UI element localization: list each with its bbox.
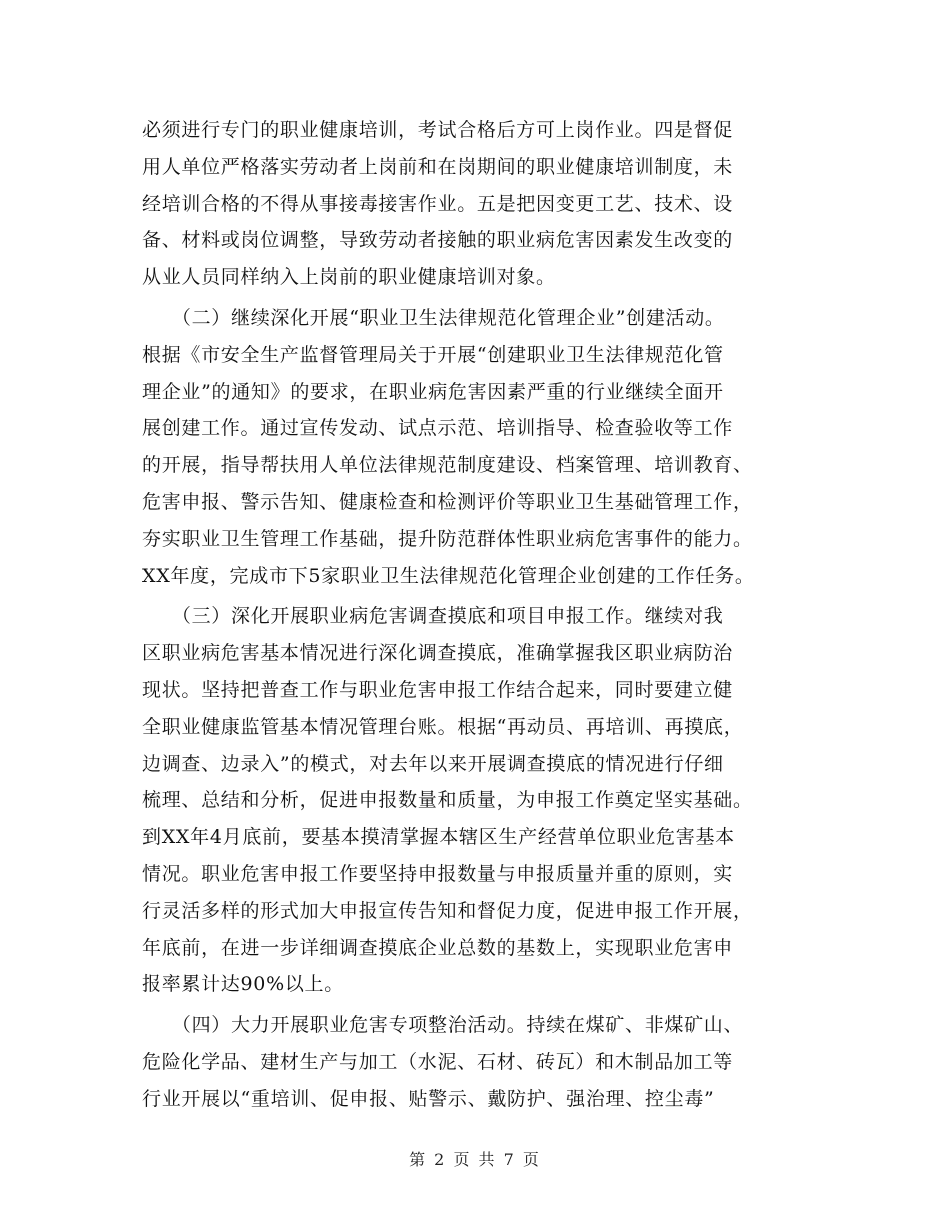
text-line: 边调查、边录入”的模式，对去年以来开展调查摸底的情况进行仔细: [142, 752, 724, 775]
text-line: 根据《市安全生产监督管理局关于开展“创建职业卫生法律规范化管: [142, 343, 724, 366]
text-line: 危险化学品、建材生产与加工（水泥、石材、砖瓦）和木制品加工等: [142, 1050, 734, 1073]
text-line: 全职业健康监管基本情况管理台账。根据“再动员、再培训、再摸底，: [142, 715, 744, 738]
text-line: 行灵活多样的形式加大申报宣传告知和督促力度，促进申报工作开展，: [142, 899, 753, 922]
text-line: 年底前，在进一步详细调查摸底企业总数的基数上，实现职业危害申: [142, 936, 734, 959]
text-line: （三）深化开展职业病危害调查摸底和项目申报工作。继续对我: [142, 605, 724, 628]
text-line: XX年度，完成市下5家职业卫生法律规范化管理企业创建的工作任务。: [142, 564, 755, 587]
text-line: 到XX年4月底前，要基本摸清掌握本辖区生产经营单位职业危害基本: [142, 826, 735, 849]
text-line: 危害申报、警示告知、健康检查和检测评价等职业卫生基础管理工作，: [142, 490, 753, 513]
text-line: 用人单位严格落实劳动者上岗前和在岗期间的职业健康培训制度，未: [142, 155, 734, 178]
text-line: 必须进行专门的职业健康培训，考试合格后方可上岗作业。四是督促: [142, 119, 734, 141]
text-line: （二）继续深化开展“职业卫生法律规范化管理企业”创建活动。: [142, 306, 725, 329]
text-line: 理企业”的通知》的要求，在职业病危害因素严重的行业继续全面开: [142, 380, 724, 403]
text-line: 报率累计达90%以上。: [142, 973, 344, 996]
page-footer: 第 2 页 共 7 页: [409, 1150, 541, 1169]
text-line: 备、材料或岗位调整，导致劳动者接触的职业病危害因素发生改变的: [142, 229, 734, 252]
text-line: 夯实职业卫生管理工作基础，提升防范群体性职业病危害事件的能力。: [142, 527, 753, 550]
text-line: 展创建工作。通过宣传发动、试点示范、培训指导、检查验收等工作: [142, 417, 734, 440]
text-line: 的开展，指导帮扶用人单位法律规范制度建设、档案管理、培训教育、: [142, 454, 753, 477]
text-line: （四）大力开展职业危害专项整治活动。持续在煤矿、非煤矿山、: [142, 1014, 744, 1037]
body-text: [142, 112, 832, 1118]
text-line: 从业人员同样纳入上岗前的职业健康培训对象。: [142, 266, 556, 289]
text-line: 梳理、总结和分析，促进申报数量和质量，为申报工作奠定坚实基础。: [142, 789, 753, 812]
text-line: 现状。坚持把普查工作与职业危害申报工作结合起来，同时要建立健: [142, 678, 734, 701]
text-line: 经培训合格的不得从事接毒接害作业。五是把因变更工艺、技术、设: [142, 192, 734, 215]
text-line: 情况。职业危害申报工作要坚持申报数量与申报质量并重的原则，实: [142, 862, 734, 885]
text-line: 行业开展以“重培训、促申报、贴警示、戴防护、强治理、控尘毒”: [142, 1087, 715, 1110]
text-line: 区职业病危害基本情况进行深化调查摸底，准确掌握我区职业病防治: [142, 642, 734, 665]
